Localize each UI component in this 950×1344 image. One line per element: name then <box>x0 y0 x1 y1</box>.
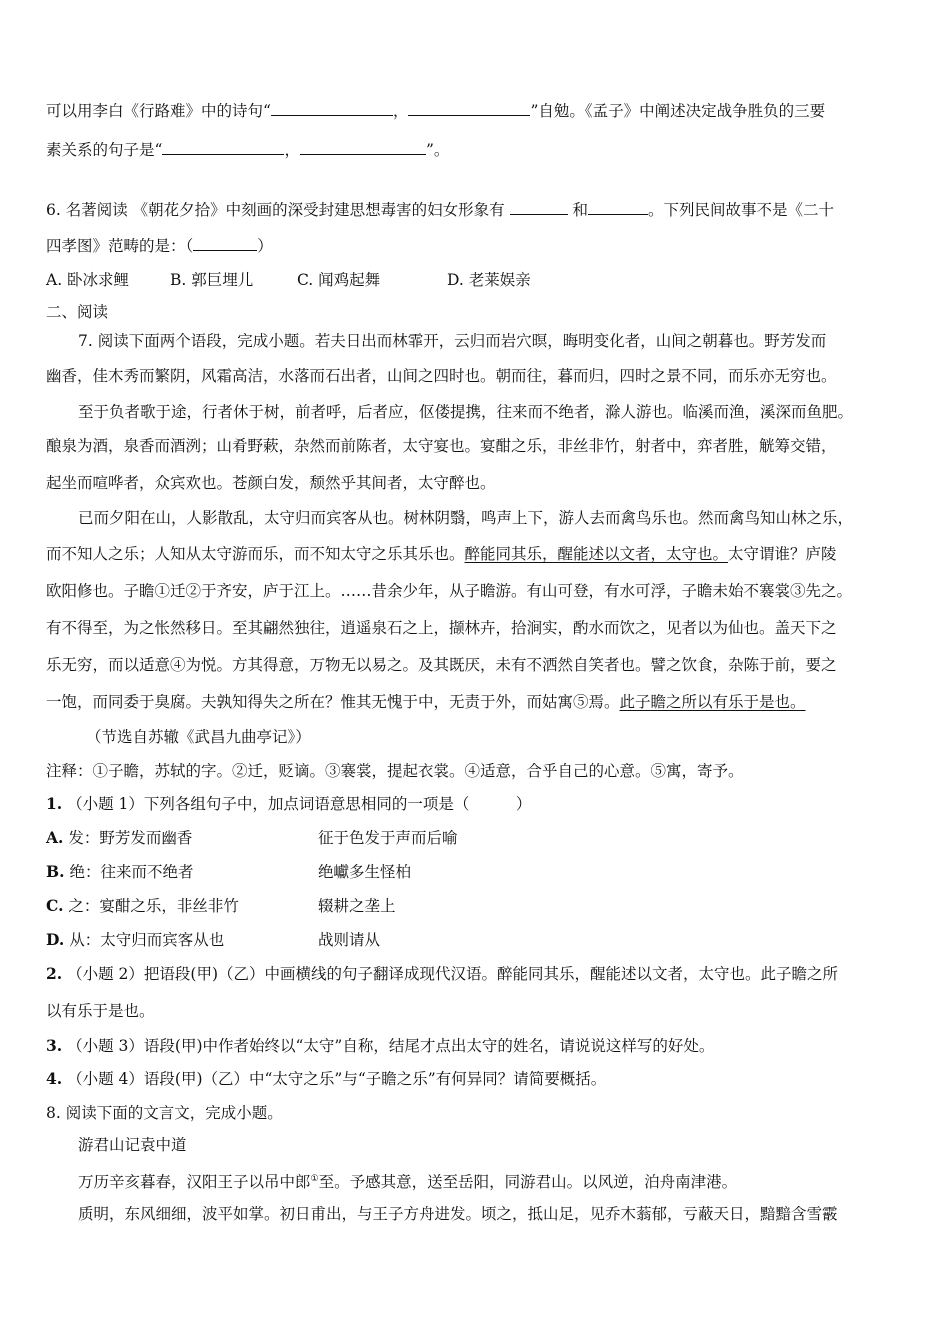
underlined-sentence: 醉能同其乐，醒能述以文者，太守也。 <box>464 545 729 563</box>
q6-option-c: C. 闻鸡起舞 <box>297 271 381 289</box>
passage-line: 已而夕阳在山，人影散乱，太守归而宾客从也。树林阴翳，鸣声上下，游人去而禽鸟乐也。然而禽鸟知山林之乐， <box>78 509 854 527</box>
footnote-marker: ① <box>310 1174 319 1184</box>
answer-blank[interactable] <box>271 101 393 116</box>
answer-blank[interactable] <box>162 140 284 155</box>
q6-line-1: 6. 名著阅读 《朝花夕拾》中刻画的深受封建思想毒害的妇女形象有 和 。下列民间故事不是《二十 <box>46 201 835 219</box>
sub-question-2: 2. （小题 2）把语段(甲)（乙）中画横线的句子翻译成现代汉语。醉能同其乐，醒能述以文者，太守也。此子瞻之所 <box>46 964 839 983</box>
q8-title: 游君山记袁中道 <box>78 1136 187 1154</box>
option-row-c-right: 辍耕之垄上 <box>318 897 396 915</box>
q8-paragraph-2: 质明，东风细细，波平如掌。初日甫出，与王子方舟进发。顷之，抵山足，见乔木蓊郁，亏蔽天日，黯黯含雪霰 <box>78 1205 838 1223</box>
underlined-sentence: 此子瞻之所以有乐于是也。 <box>619 693 806 711</box>
passage-line: 7. 阅读下面两个语段，完成小题。若夫日出而林霏开，云归而岩穴暝，晦明变化者，山间之朝暮也。野芳发而 <box>78 332 827 350</box>
passage-line: 而不知人之乐；人知从太守游而乐，而不知太守之乐其乐也。醉能同其乐，醒能述以文者，太守也。太守谓谁？庐陵 <box>46 545 837 563</box>
option-row-c: C. 之：宴酣之乐，非丝非竹 <box>46 896 239 915</box>
sub-question-2-cont: 以有乐于是也。 <box>46 1002 155 1020</box>
q6-option-d: D. 老莱娱亲 <box>447 271 531 289</box>
q6-option-b: B. 郭巨埋儿 <box>170 271 254 289</box>
section-title: 二、阅读 <box>46 303 109 321</box>
sub-question-3: 3. （小题 3）语段(甲)中作者始终以“太守”自称，结尾才点出太守的姓名，请说说这样写的好处。 <box>46 1036 715 1055</box>
sub-question-1: 1. （小题 1）下列各组句子中，加点词语意思相同的一项是（ ） <box>46 794 532 813</box>
option-row-b-right: 绝巘多生怪柏 <box>318 863 412 881</box>
option-row-b: B. 绝：往来而不绝者 <box>46 862 194 881</box>
passage-line: 一饱，而同委于臭腐。夫孰知得失之所在？惟其无愧于中，无责于外，而姑寓⑤焉。此子瞻之所以有乐于是也。 <box>46 693 806 711</box>
q6-option-a: A. 卧冰求鲤 <box>46 271 130 289</box>
answer-blank[interactable] <box>510 200 568 215</box>
passage-line: 有不得至，为之怅然移日。至其翩然独往，逍遥泉石之上，撷林卉，拾涧实，酌水而饮之，见者以为仙也。盖天下之 <box>46 619 837 637</box>
passage-notes: 注释：①子瞻，苏轼的字。②迁，贬谪。③褰裳，提起衣裳。④适意，合乎自己的心意。⑤寓，寄予。 <box>46 762 744 780</box>
q5-line-1: 可以用李白《行路难》中的诗句“ ， ”自勉。《孟子》中阐述决定战争胜负的三要 <box>46 102 826 120</box>
option-row-a-right: 征于色发于声而后喻 <box>318 829 458 847</box>
passage-line: 至于负者歌于途，行者休于树，前者呼，后者应，伛偻提携，往来而不绝者，滁人游也。临溪而渔，溪深而鱼肥。 <box>78 403 854 421</box>
option-row-d: D. 从：太守归而宾客从也 <box>46 930 225 949</box>
answer-blank[interactable] <box>588 200 648 215</box>
answer-blank[interactable] <box>300 140 426 155</box>
q8-intro: 8. 阅读下面的文言文，完成小题。 <box>46 1104 283 1122</box>
option-row-a: A. 发：野芳发而幽香 <box>46 828 193 847</box>
q5-line-2: 素关系的句子是“ ， ”。 <box>46 141 450 159</box>
answer-blank[interactable] <box>193 236 257 251</box>
passage-line: 幽香，佳木秀而繁阴，风霜高洁，水落而石出者，山间之四时也。朝而往，暮而归，四时之景不同，而乐亦无穷也。 <box>46 367 837 385</box>
passage-line: 酿泉为酒，泉香而酒洌；山肴野蔌，杂然而前陈者，太守宴也。宴酣之乐，非丝非竹，射者中，弈者胜，觥筹交错， <box>46 437 837 455</box>
passage-source: （节选自苏辙《武昌九曲亭记》） <box>86 728 311 746</box>
passage-line: 起坐而喧哗者，众宾欢也。苍颜白发，颓然乎其间者，太守醉也。 <box>46 474 496 492</box>
option-row-d-right: 战则请从 <box>318 931 381 949</box>
passage-line: 乐无穷，而以适意④为悦。方其得意，万物无以易之。及其既厌，未有不洒然自笑者也。譬之饮食，杂陈于前，要之 <box>46 656 837 674</box>
q8-paragraph-1: 万历辛亥暮春，汉阳王子以吊中郎①至。予感其意，送至岳阳，同游君山。以风逆，泊舟南津港。 <box>78 1173 738 1192</box>
answer-blank[interactable] <box>408 101 530 116</box>
passage-line: 欧阳修也。子瞻①迁②于齐安，庐于江上。……昔余少年，从子瞻游。有山可登，有水可浮，子瞻未始不褰裳③先之。 <box>46 582 853 600</box>
q6-line-2: 四孝图》范畴的是：（ ） <box>46 237 273 255</box>
sub-question-4: 4. （小题 4）语段(甲)（乙）中“太守之乐”与“子瞻之乐”有何异同？请简要概括。 <box>46 1069 607 1088</box>
